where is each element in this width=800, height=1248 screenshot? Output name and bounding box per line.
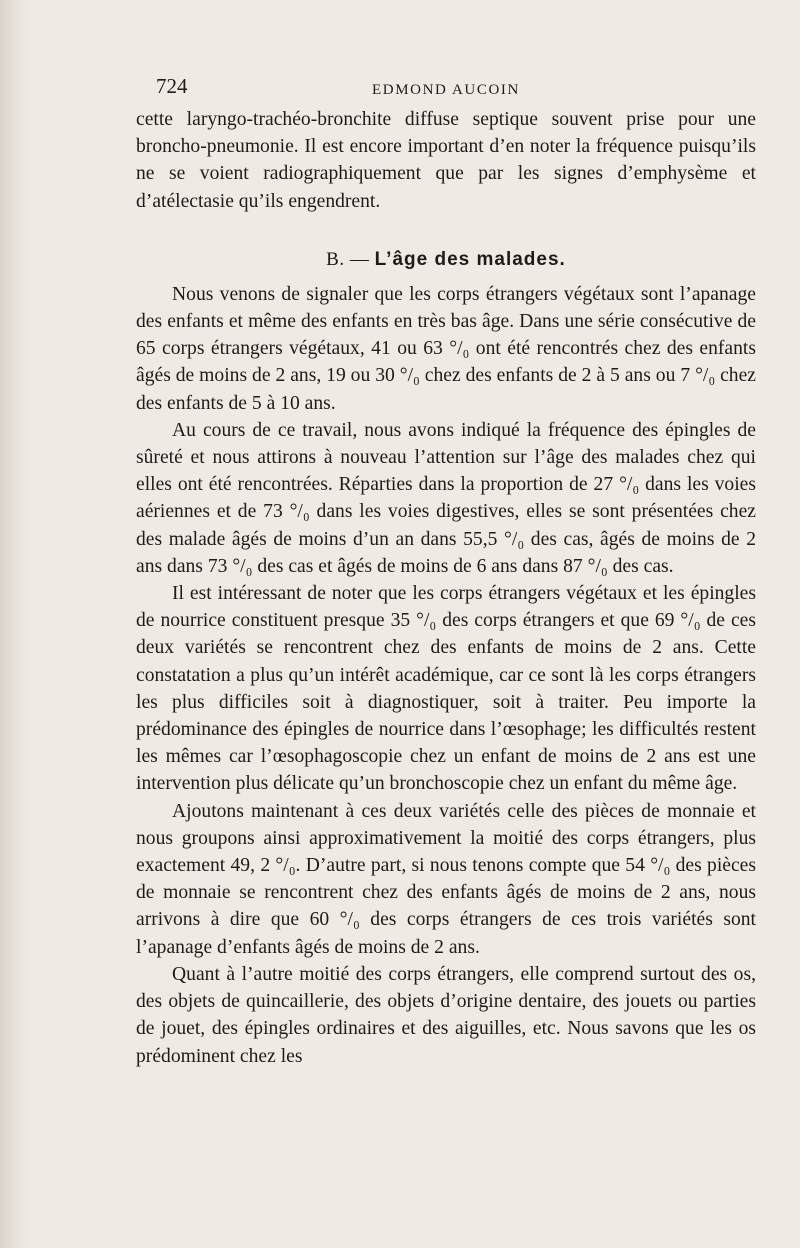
page-gutter-shadow xyxy=(0,0,28,1248)
body-paragraph: Au cours de ce travail, nous avons indiqué la fréquence des épingles de sûreté et nous attirons à nouveau l’attention sur l’âge des malades chez qui elles ont été rencontrées. Réparties dans la proportion de 27 °/₀ dans les voies aériennes et de 73 °/₀ dans les voies digestives, elles se sont présentées chez des malade âgés de moins d’un an dans 55,5 °/₀ des cas, âgés de moins de 2 ans dans 73 °/₀ des cas et âgés de moins de 6 ans dans 87 °/₀ des cas. xyxy=(136,419,756,577)
running-head: EDMOND AUCOIN xyxy=(372,82,520,98)
body-paragraph: Quant à l’autre moitié des corps étrangers, elle comprend surtout des os, des objets de quincaillerie, des objets d’origine dentaire, des jouets ou parties de jouet, des épingles ordinaires et des aiguilles, etc. Nous savons que les os prédominent chez les xyxy=(136,963,756,1067)
section-dash: — xyxy=(349,248,370,270)
page-header xyxy=(136,70,756,106)
book-page xyxy=(136,70,756,1070)
continuation-paragraph: cette laryngo-trachéo-bronchite diffuse septique souvent prise pour une broncho-pneumonie. Il est encore important d’en noter la fréquence puisqu’ils ne se voient radiographiquement que par les signes d’emphysème et d’atélectasie qu’ils engendrent. xyxy=(136,109,756,212)
body-paragraph: Ajoutons maintenant à ces deux variétés celle des pièces de monnaie et nous groupons ainsi approximativement la moitié des corps étrangers, plus exactement 49, 2 °/₀. D’autre part, si nous tenons compte que 54 °/₀ des pièces de monnaie se rencontrent chez des enfants âgés de moins de 2 ans, nous arrivons à dire que 60 °/₀ des corps étrangers de ces trois variétés sont l’apanage d’enfants âgés de moins de 2 ans. xyxy=(136,800,756,958)
body-paragraph: Il est intéressant de noter que les corps étrangers végétaux et les épingles de nourrice constituent presque 35 °/₀ des corps étrangers et que 69 °/₀ de ces deux variétés se rencontrent chez des enfants de moins de 2 ans. Cette constatation a plus qu’un intérêt académique, car ce sont là les corps étrangers les plus difficiles soit à diagnostiquer, soit à traiter. Peu importe la prédominance des épingles de nourrice dans l’œsophage; les difficultés restent les mêmes car l’œsophagoscopie chez un enfant de moins de 2 ans est une intervention plus délicate qu’un bronchoscopie chez un enfant du même âge. xyxy=(136,583,756,795)
section-letter: B. xyxy=(326,248,345,270)
section-title: L’âge des malades. xyxy=(374,248,566,270)
body-paragraph: Nous venons de signaler que les corps étrangers végétaux sont l’apanage des enfants et même des enfants en très bas âge. Dans une série consécutive de 65 corps étrangers végétaux, 41 ou 63 °/₀ ont été rencontrés chez des enfants âgés de moins de 2 ans, 19 ou 30 °/₀ chez des enfants de 2 à 5 ans ou 7 °/₀ chez des enfants de 5 à 10 ans. xyxy=(136,283,756,414)
section-heading xyxy=(136,249,756,271)
page-number: 724 xyxy=(156,74,188,98)
